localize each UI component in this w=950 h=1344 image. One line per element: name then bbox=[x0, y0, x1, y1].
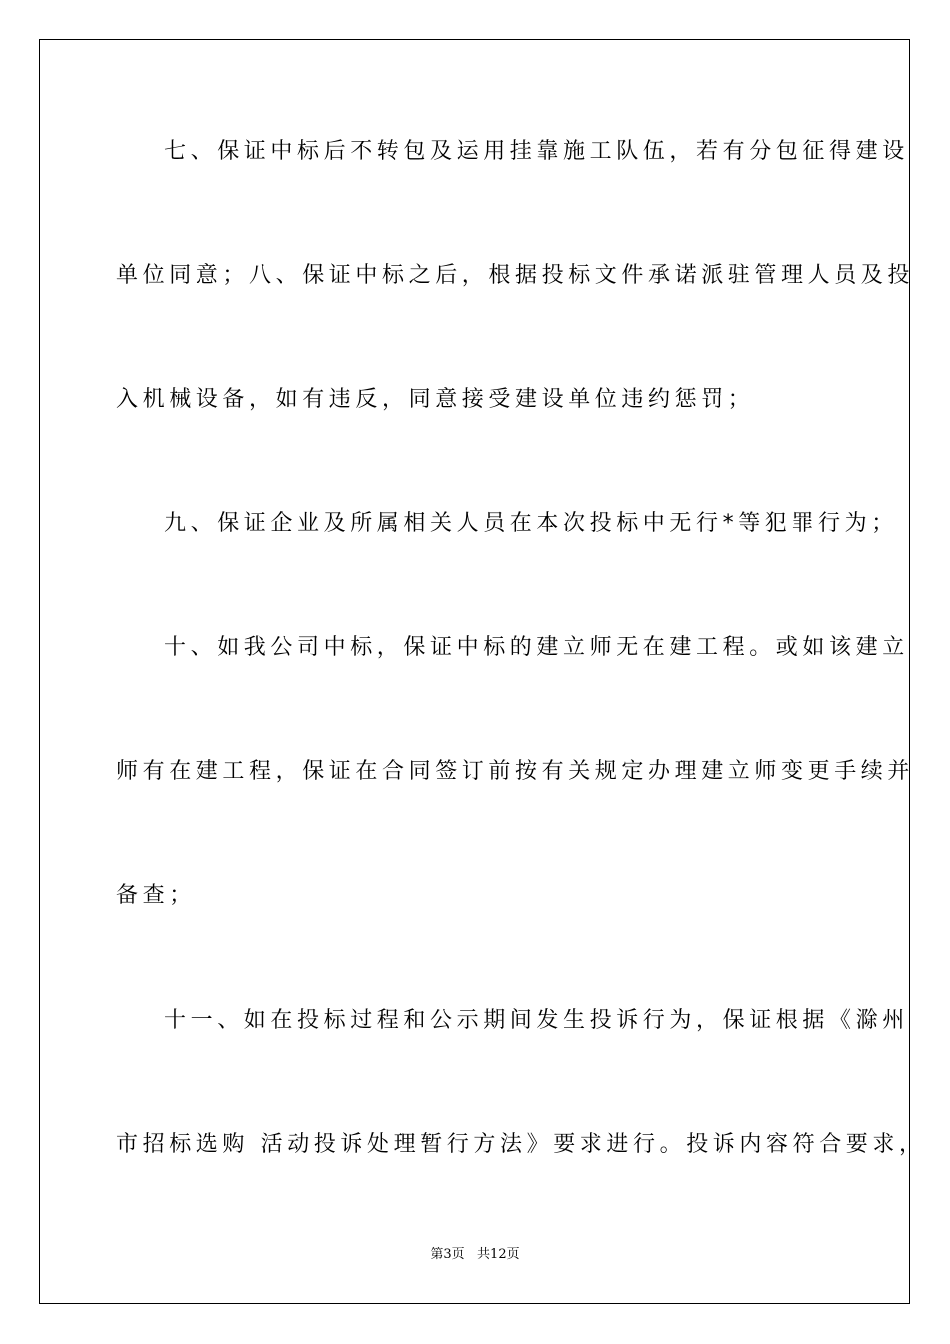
paragraph-line: 十一、如在投标过程和公示期间发生投诉行为，保证根据《滁州 bbox=[164, 1008, 909, 1033]
paragraph-line: 市招标选购 活动投诉处理暂行方法》要求进行。投诉内容符合要求， bbox=[116, 1132, 926, 1157]
paragraph-line: 入机械设备，如有违反，同意接受建设单位违约惩罚； bbox=[116, 387, 755, 412]
paragraph-line: 七、保证中标后不转包及运用挂靠施工队伍，若有分包征得建设 bbox=[164, 139, 909, 164]
page-border bbox=[39, 39, 910, 1304]
paragraph-line: 九、保证企业及所属相关人员在本次投标中无行*等犯罪行为； bbox=[164, 511, 898, 536]
paragraph-line: 单位同意；八、保证中标之后，根据投标文件承诺派驻管理人员及投 bbox=[116, 263, 915, 288]
page-number-footer: 第3页 共12页 bbox=[430, 1247, 520, 1262]
paragraph-line: 十、如我公司中标，保证中标的建立师无在建工程。或如该建立 bbox=[164, 635, 909, 660]
paragraph-line: 备查； bbox=[116, 883, 196, 908]
paragraph-line: 师有在建工程，保证在合同签订前按有关规定办理建立师变更手续并 bbox=[116, 759, 915, 784]
